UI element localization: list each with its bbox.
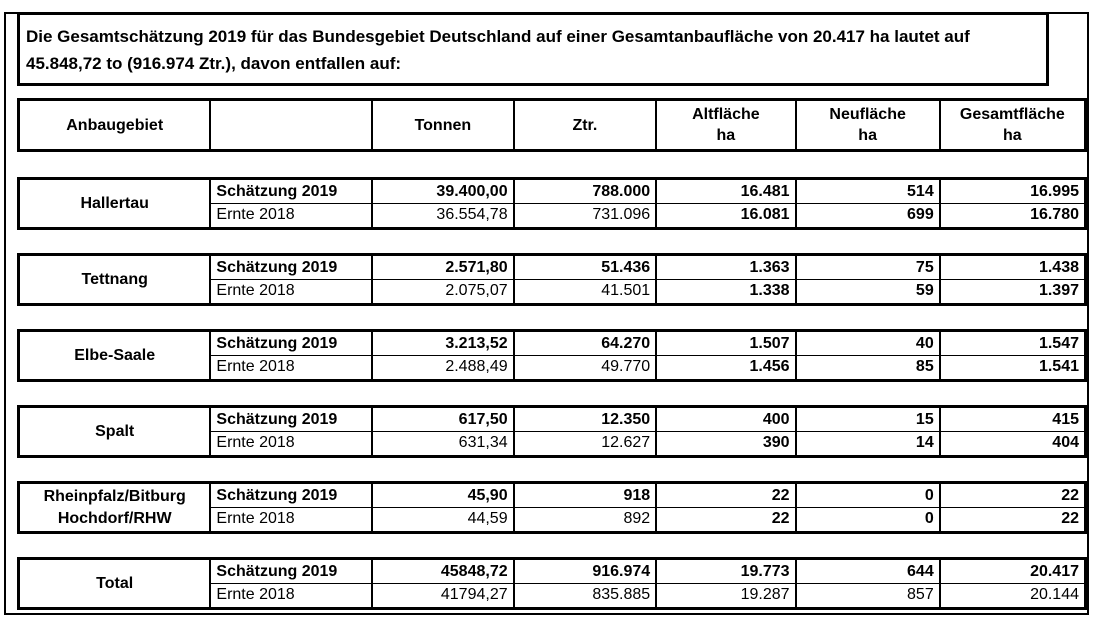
ztr-value: 916.974	[513, 560, 656, 583]
column-header-unit: ha	[1003, 127, 1022, 144]
tonnen-value: 617,50	[371, 408, 513, 431]
ztr-value: 835.885	[513, 583, 656, 607]
ztr-value: 49.770	[513, 355, 656, 379]
ztr-value: 918	[513, 484, 656, 507]
region-name-line: Hochdorf/RHW	[57, 509, 172, 527]
column-header-label: Tonnen	[414, 116, 472, 134]
column-header-anbaugebiet	[20, 101, 209, 149]
altflaeche-value: 1.338	[655, 279, 794, 303]
column-header-label: Altfläche	[692, 106, 760, 123]
neuflaeche-value: 0	[795, 507, 939, 531]
altflaeche-value: 16.081	[655, 203, 794, 227]
tonnen-value: 36.554,78	[371, 203, 513, 227]
region-name	[20, 484, 209, 531]
region-name: Elbe-Saale	[74, 346, 156, 364]
region-group-total	[17, 557, 1087, 610]
column-header-label: Ztr.	[572, 116, 598, 134]
altflaeche-value: 22	[655, 484, 794, 507]
altflaeche-value: 390	[655, 431, 794, 455]
neuflaeche-value: 0	[795, 484, 939, 507]
document-content	[6, 12, 1087, 610]
row-label-schaetzung: Schätzung 2019	[209, 560, 371, 583]
column-header-label: Neufläche	[829, 106, 906, 123]
region-group-tettnang	[17, 253, 1087, 306]
region-group-rheinpfalz	[17, 481, 1087, 534]
ztr-value: 41.501	[513, 279, 656, 303]
row-label-ernte: Ernte 2018	[209, 507, 371, 531]
region-name: Hallertau	[80, 194, 149, 212]
row-label-ernte: Ernte 2018	[209, 583, 371, 607]
gesamtflaeche-value: 22	[939, 484, 1084, 507]
title-line-1: Die Gesamtschätzung 2019 für das Bundesgebiet Deutschland auf einer Gesamtanbaufläche von 20.417 ha lautet auf	[26, 27, 970, 46]
ztr-value: 731.096	[513, 203, 656, 227]
neuflaeche-value: 15	[795, 408, 939, 431]
tonnen-value: 631,34	[371, 431, 513, 455]
neuflaeche-value: 857	[795, 583, 939, 607]
ztr-value: 892	[513, 507, 656, 531]
region-name: Spalt	[95, 422, 135, 440]
ztr-value: 12.350	[513, 408, 656, 431]
altflaeche-value: 1.507	[655, 332, 794, 355]
spacer	[17, 152, 1087, 177]
neuflaeche-value: 14	[795, 431, 939, 455]
tonnen-value: 2.488,49	[371, 355, 513, 379]
neuflaeche-value: 85	[795, 355, 939, 379]
region-name: Total	[96, 574, 134, 592]
row-label-schaetzung: Schätzung 2019	[209, 484, 371, 507]
tonnen-value: 45848,72	[371, 560, 513, 583]
altflaeche-value: 1.363	[655, 256, 794, 279]
neuflaeche-value: 40	[795, 332, 939, 355]
column-header-label: Anbaugebiet	[66, 116, 164, 134]
gesamtflaeche-value: 415	[939, 408, 1084, 431]
column-header-label: Gesamtfläche	[959, 106, 1065, 123]
gesamtflaeche-value: 22	[939, 507, 1084, 531]
column-header-gesamtflaeche	[939, 101, 1084, 149]
neuflaeche-value: 75	[795, 256, 939, 279]
altflaeche-value: 16.481	[655, 180, 794, 203]
row-label-ernte: Ernte 2018	[209, 279, 371, 303]
title-line-2: 45.848,72 to (916.974 Ztr.), davon entfallen auf:	[26, 54, 402, 73]
region-name-line: Rheinpfalz/Bitburg	[43, 487, 186, 505]
gesamtflaeche-value: 1.547	[939, 332, 1084, 355]
row-label-ernte: Ernte 2018	[209, 203, 371, 227]
neuflaeche-value: 699	[795, 203, 939, 227]
region-name: Tettnang	[81, 270, 148, 288]
altflaeche-value: 19.773	[655, 560, 794, 583]
tonnen-value: 3.213,52	[371, 332, 513, 355]
region-group-spalt	[17, 405, 1087, 458]
ztr-value: 51.436	[513, 256, 656, 279]
neuflaeche-value: 644	[795, 560, 939, 583]
gesamtflaeche-value: 20.144	[939, 583, 1084, 607]
gesamtflaeche-value: 20.417	[939, 560, 1084, 583]
altflaeche-value: 1.456	[655, 355, 794, 379]
gesamtflaeche-value: 1.541	[939, 355, 1084, 379]
ztr-value: 12.627	[513, 431, 656, 455]
title-block	[17, 12, 1049, 86]
column-header-altflaeche	[655, 101, 794, 149]
column-header-unit: ha	[716, 127, 736, 144]
tonnen-value: 2.075,07	[371, 279, 513, 303]
row-label-schaetzung: Schätzung 2019	[209, 332, 371, 355]
region-group-elbe-saale	[17, 329, 1087, 382]
row-label-schaetzung: Schätzung 2019	[209, 180, 371, 203]
row-label-ernte: Ernte 2018	[209, 431, 371, 455]
column-header-neuflaeche	[795, 101, 939, 149]
gesamtflaeche-value: 404	[939, 431, 1084, 455]
altflaeche-value: 400	[655, 408, 794, 431]
altflaeche-value: 22	[655, 507, 794, 531]
spacer	[17, 86, 1087, 98]
ztr-value: 788.000	[513, 180, 656, 203]
tonnen-value: 44,59	[371, 507, 513, 531]
gesamtflaeche-value: 16.995	[939, 180, 1084, 203]
row-label-ernte: Ernte 2018	[209, 355, 371, 379]
row-label-schaetzung: Schätzung 2019	[209, 408, 371, 431]
altflaeche-value: 19.287	[655, 583, 794, 607]
tonnen-value: 39.400,00	[371, 180, 513, 203]
tonnen-value: 45,90	[371, 484, 513, 507]
ztr-value: 64.270	[513, 332, 656, 355]
column-header-unit: ha	[858, 127, 877, 144]
gesamtflaeche-value: 1.438	[939, 256, 1084, 279]
tonnen-value: 41794,27	[371, 583, 513, 607]
region-group-hallertau	[17, 177, 1087, 230]
neuflaeche-value: 59	[795, 279, 939, 303]
column-header-empty	[209, 101, 371, 149]
document-frame	[4, 12, 1089, 615]
column-header-ztr	[513, 101, 656, 149]
tonnen-value: 2.571,80	[371, 256, 513, 279]
column-header-tonnen	[371, 101, 513, 149]
column-header-row	[17, 98, 1087, 152]
row-label-schaetzung: Schätzung 2019	[209, 256, 371, 279]
gesamtflaeche-value: 1.397	[939, 279, 1084, 303]
neuflaeche-value: 514	[795, 180, 939, 203]
gesamtflaeche-value: 16.780	[939, 203, 1084, 227]
